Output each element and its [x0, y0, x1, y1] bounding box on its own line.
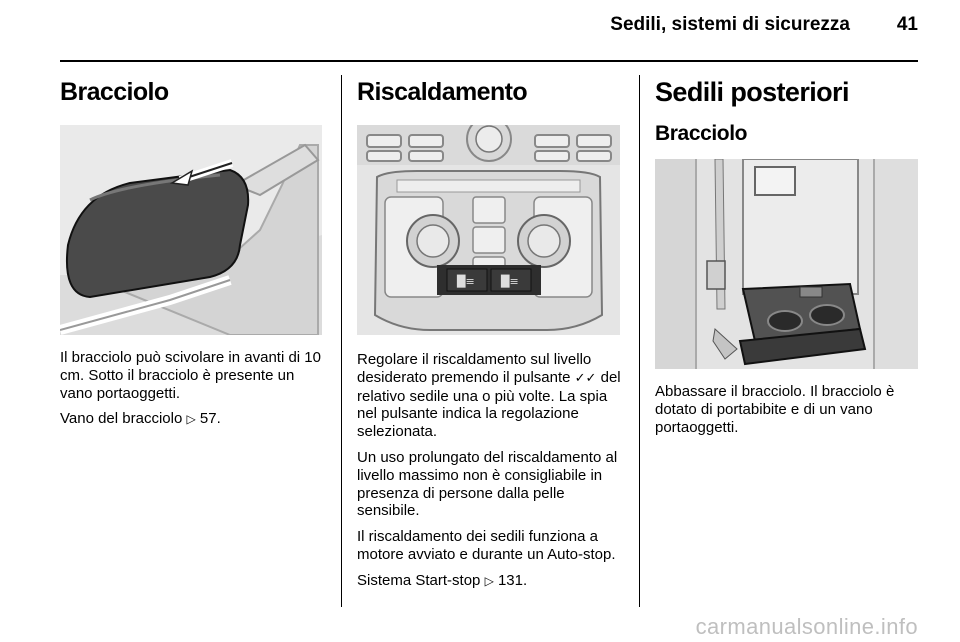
heating-paragraph-1-start: Regolare il riscaldamento sul livello desiderato premendo il pulsante — [357, 351, 592, 386]
heating-paragraph-1-end: del relativo sedile una o più volte. La spia nel pulsante indica la regolazione selezionata. — [357, 368, 621, 441]
page-number: 41 — [896, 14, 918, 35]
header-title: Sedili, sistemi di sicurezza — [610, 14, 850, 35]
watermark: carmanualsonline.info — [695, 614, 918, 639]
heating-heading: Riscaldamento — [357, 78, 528, 106]
armrest-reference-page[interactable]: 57. — [199, 410, 221, 428]
heating-column — [357, 70, 622, 591]
rear-seats-column — [655, 70, 920, 436]
heating-paragraph-3: Il riscaldamento dei sedili funziona a motore avviato e durante un Auto-stop. — [357, 528, 616, 563]
svg-text:█≡: █≡ — [457, 275, 475, 288]
armrest-paragraph: Il bracciolo può scivolare in avanti di 10 cm. Sotto il bracciolo è presente un vano portaoggetti. — [60, 349, 321, 402]
rear-armrest-paragraph: Abbassare il bracciolo. Il bracciolo è dotato di portabibite e di un vano portaoggetti. — [655, 383, 895, 436]
heating-reference-page[interactable]: 131. — [497, 571, 528, 589]
page-reference-arrow-icon: ▷ — [186, 412, 196, 427]
page-reference-arrow-icon: ▷ — [484, 573, 494, 588]
header-divider — [60, 60, 918, 62]
heating-paragraph-2: Un uso prolungato del riscaldamento al livello massimo non è consigliabile in presenza di persone dalla pelle sensibile. — [357, 448, 618, 520]
column-divider-1 — [341, 75, 342, 607]
svg-text:█≡: █≡ — [501, 275, 519, 288]
rear-armrest-illustration — [655, 159, 918, 369]
rear-armrest-subheading: Bracciolo — [655, 122, 748, 145]
rear-seats-heading: Sedili posteriori — [655, 77, 849, 107]
heating-paragraph-1 — [357, 351, 622, 441]
column-divider-2 — [639, 75, 640, 607]
heating-reference-text: Sistema Start-stop — [357, 571, 481, 589]
armrest-heading: Bracciolo — [60, 78, 169, 106]
armrest-illustration — [60, 125, 322, 335]
armrest-reference-text: Vano del bracciolo — [60, 410, 183, 428]
heating-reference — [357, 572, 622, 591]
armrest-column — [60, 70, 325, 429]
heating-controls-illustration — [357, 125, 620, 335]
seat-heating-icon: ✓✓ — [574, 370, 597, 386]
armrest-reference — [60, 410, 325, 429]
